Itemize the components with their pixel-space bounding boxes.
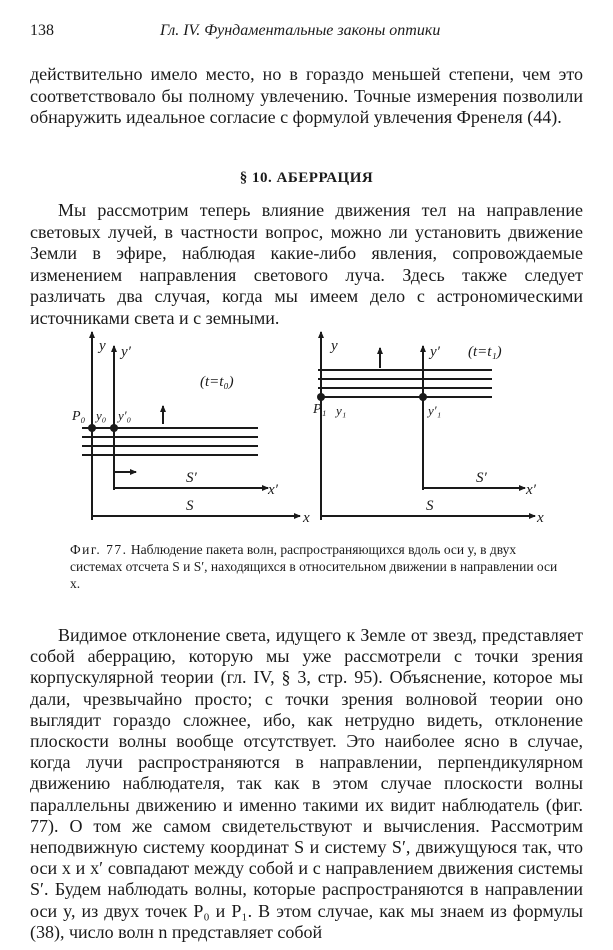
right-label-y1-prime: y′₁ <box>428 403 442 418</box>
right-label-s-prime: S′ <box>476 470 487 486</box>
right-time-label: (t=t₁) <box>468 344 502 360</box>
right-point-y1-prime <box>419 393 427 401</box>
right-label-x-prime: x′ <box>526 482 536 498</box>
left-label-y: y <box>99 338 106 354</box>
figure-caption <box>70 541 570 592</box>
left-label-x: x <box>303 510 310 526</box>
right-point-p1 <box>317 393 325 401</box>
left-label-s: S <box>186 498 194 514</box>
page-number: 138 <box>30 22 54 39</box>
paragraph-1: действительно имело место, но в гораздо меньшей степени, чем это соответствовало бы полному увлечению. Точные измерения позволили обнаружить идеальное согласие с формулой увлечения Френеля (44). <box>30 64 583 127</box>
left-label-y-prime: y′ <box>121 344 131 360</box>
left-label-s-prime: S′ <box>186 470 197 486</box>
figure-77 <box>0 320 613 535</box>
left-point-y0-prime <box>110 424 118 432</box>
left-label-y0-prime: y′₀ <box>118 408 132 423</box>
paragraph-2-text: Мы рассмотрим теперь влияние движения тел на направление световых лучей, в частности вопрос, можно ли установить движение Земли в эфире, наблюдая какие-либо явления, сопровождаемые изменением направления светового луча. Здесь также следует различать два случая, когда мы имеем дело с астрономическими источниками света и с земными. <box>30 200 583 328</box>
left-label-x-prime: x′ <box>268 482 278 498</box>
figure-right-panel <box>318 332 535 520</box>
section-title: § 10. АБЕРРАЦИЯ <box>239 170 374 186</box>
left-time-label: (t=t₀) <box>200 374 234 390</box>
caption-label: Фиг. 77. <box>70 542 128 557</box>
right-label-y: y <box>331 338 338 354</box>
right-label-y1: y₁ <box>336 403 347 418</box>
left-label-y0: y₀ <box>96 408 107 423</box>
right-label-p1: P₁ <box>313 402 327 417</box>
right-label-s: S <box>426 498 434 514</box>
page-header <box>30 22 583 46</box>
paragraph-3 <box>30 625 583 943</box>
right-label-y-prime: y′ <box>430 344 440 360</box>
left-point-p0 <box>88 424 96 432</box>
left-label-p0: P₀ <box>72 409 86 424</box>
right-label-x: x <box>537 510 544 526</box>
caption-text: Наблюдение пакета волн, распространяющихся вдоль оси y, в двух системах отсчета S и S′, находящихся в относительном движении в направлении оси x. <box>70 542 558 591</box>
paragraph-2 <box>30 200 583 329</box>
running-title: Гл. IV. Фундаментальные законы оптики <box>160 22 441 39</box>
paragraph-3-text: Видимое отклонение света, идущего к Земле от звезд, представляет собой аберрацию, которую мы уже рассмотрели с точки зрения корпускулярной теории (гл. IV, § 3, стр. 95). Объяснение, которое мы дали, чрезвычайно просто; с точки зрения волновой теории оно выглядит гораздо сложнее, ибо, как нетрудно видеть, отклонение плоскости волны вообще отсутствует. Это наиболее ясно в случае, когда лучи распространяются в направлении, перпендикулярном движению наблюдателя, так как в этом случае плоскости волны параллельны движению и именно такими их видит наблюдатель (фиг. 77). О том же самом свидетельствуют и вычисления. Рассмотрим неподвижную систему координат S и систему S′, движущуюся так, что оси x и x′ совпадают между собой и с направлением движения системы S′. Будем наблюдать волны, которые распространяются в направлении оси y, из двух точек P₀ и P₁. В этом случае, как мы знаем из формулы (38), число волн n представляет собой <box>30 625 583 942</box>
